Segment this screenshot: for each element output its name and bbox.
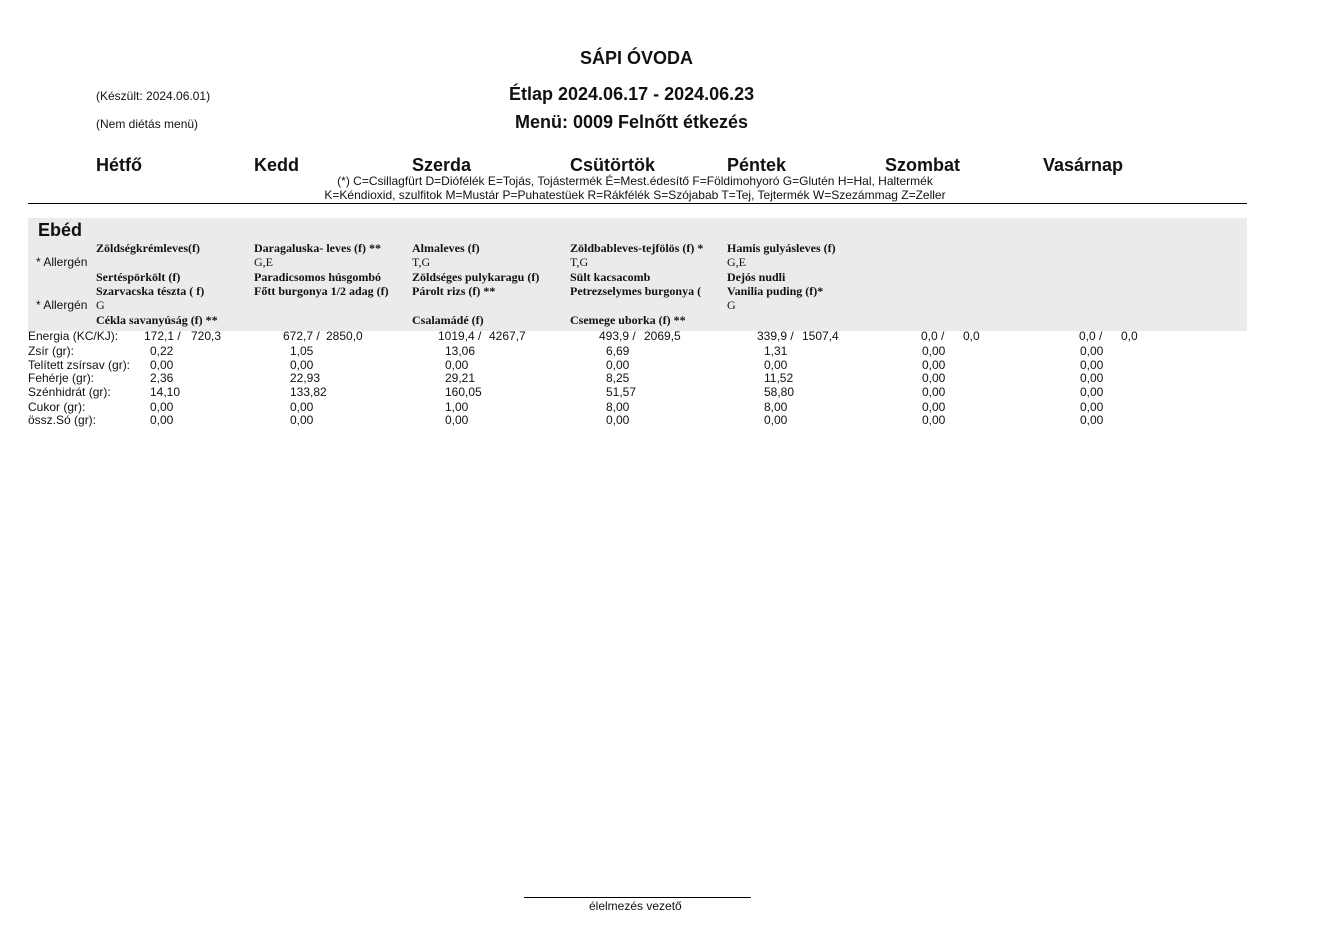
nutrition-value: 1,31: [764, 344, 788, 358]
menu-range: Étlap 2024.06.17 - 2024.06.23: [509, 84, 755, 104]
nutrition-value: 0,00: [1080, 400, 1104, 414]
nutrition-value: 0,00: [606, 358, 630, 372]
energy-kj-friday: 1507,4: [802, 329, 839, 343]
dish-side-main-monday: Szarvacska tészta ( f): [96, 284, 205, 298]
nutrition-value: 0,00: [445, 358, 469, 372]
nutrition-value: 8,00: [764, 400, 788, 414]
day-header-tuesday: Kedd: [254, 155, 299, 175]
allergen-legend-line-2: K=Kéndioxid, szulfitok M=Mustár P=Puhatestüek R=Rákfélék S=Szójabab T=Tej, Tejtermék W=Szezámmag Z=Zeller: [324, 188, 946, 202]
nutrition-value: 160,05: [445, 385, 482, 399]
signature-line: [524, 897, 751, 898]
energy-kc-friday: 339,9 /: [757, 329, 794, 343]
nutrition-value: 0,00: [764, 358, 788, 372]
nutrition-value: 13,06: [445, 344, 476, 358]
nutrition-value: 0,00: [290, 413, 314, 427]
meal-title: Ebéd: [38, 220, 83, 240]
nutrition-value: 0,00: [1080, 413, 1104, 427]
dish-side-main-friday: Vanilia puding (f)*: [727, 284, 824, 298]
main-allergen-friday: G: [727, 298, 736, 312]
dish-extra-monday: Cékla savanyúság (f) **: [96, 313, 218, 327]
nutrition-value: 0,00: [290, 358, 314, 372]
energy-kc-thursday: 493,9 /: [599, 329, 636, 343]
nutrition-value: 0,00: [922, 413, 946, 427]
nutrition-value: 11,52: [764, 371, 794, 385]
energy-kj-monday: 720,3: [191, 329, 222, 343]
dish-side-main-wednesday: Párolt rizs (f) **: [412, 284, 496, 298]
nutrition-value: 1,05: [290, 344, 314, 358]
nutrition-value: 0,00: [922, 358, 946, 372]
energy-kj-wednesday: 4267,7: [489, 329, 526, 343]
dish-soup-thursday: Zöldbableves-tejfölös (f) *: [570, 241, 704, 255]
nutrition-value: 2,36: [150, 371, 174, 385]
energy-kc-monday: 172,1 /: [144, 329, 181, 343]
energy-label: Energia (KC/KJ):: [28, 329, 119, 343]
nutrition-value: 14,10: [150, 385, 181, 399]
allergen-legend-line-1: (*) C=Csillagfürt D=Diófélék E=Tojás, Tojástermék É=Mest.édesítő F=Földimohyoró G=Glutén H=Hal, Haltermék: [337, 174, 933, 188]
dish-main-wednesday: Zöldséges pulykaragu (f): [412, 270, 540, 284]
nutrition-row-label: Telített zsírsav (gr):: [28, 358, 131, 372]
day-header-sunday: Vasárnap: [1043, 155, 1124, 175]
allergen-label: * Allergén: [36, 255, 88, 269]
energy-kc-wednesday: 1019,4 /: [438, 329, 482, 343]
nutrition-value: 58,80: [764, 385, 795, 399]
nutrition-value: 0,00: [922, 385, 946, 399]
nutrition-value: 0,00: [922, 400, 946, 414]
diet-note: (Nem diétás menü): [96, 117, 199, 131]
day-header-thursday: Csütörtök: [570, 155, 655, 175]
created-date: (Készült: 2024.06.01): [96, 89, 211, 103]
nutrition-value: 0,00: [764, 413, 788, 427]
nutrition-row-label: össz.Só (gr):: [28, 413, 97, 427]
nutrition-value: 0,00: [445, 413, 469, 427]
energy-kc-saturday: 0,0 /: [921, 329, 945, 343]
nutrition-value: 0,00: [1080, 358, 1104, 372]
nutrition-value: 0,00: [922, 371, 946, 385]
signature-label: élelmezés vezető: [589, 899, 682, 913]
dish-main-monday: Sertéspörkölt (f): [96, 270, 181, 284]
dish-main-thursday: Sült kacsacomb: [570, 270, 651, 284]
nutrition-value: 0,00: [1080, 344, 1104, 358]
nutrition-value: 0,00: [150, 400, 174, 414]
soup-allergen-thursday: T,G: [570, 255, 589, 269]
day-header-wednesday: Szerda: [412, 155, 472, 175]
main-allergen-monday: G: [96, 298, 105, 312]
nutrition-value: 29,21: [445, 371, 476, 385]
dish-soup-friday: Hamis gulyásleves (f): [727, 241, 836, 255]
nutrition-value: 0,00: [1080, 371, 1104, 385]
dish-extra-thursday: Csemege uborka (f) **: [570, 313, 686, 327]
nutrition-value: 0,00: [290, 400, 314, 414]
nutrition-row-label: Fehérje (gr):: [28, 371, 95, 385]
nutrition-value: 0,00: [922, 344, 946, 358]
dish-main-friday: Dejós nudli: [727, 270, 786, 284]
energy-kj-tuesday: 2850,0: [326, 329, 363, 343]
dish-side-main-thursday: Petrezselymes burgonya (: [570, 284, 702, 298]
menu-name: Menü: 0009 Felnőtt étkezés: [515, 112, 749, 132]
nutrition-value: 133,82: [290, 385, 327, 399]
nutrition-value: 22,93: [290, 371, 321, 385]
soup-allergen-tuesday: G,E: [254, 255, 273, 269]
soup-allergen-friday: G,E: [727, 255, 746, 269]
energy-kj-thursday: 2069,5: [644, 329, 681, 343]
day-header-friday: Péntek: [727, 155, 787, 175]
energy-kj-saturday: 0,0: [963, 329, 980, 343]
energy-kc-tuesday: 672,7 /: [283, 329, 320, 343]
dish-main-tuesday: Paradicsomos húsgombó: [254, 270, 382, 284]
nutrition-value: 51,57: [606, 385, 637, 399]
nutrition-row-label: Cukor (gr):: [28, 400, 86, 414]
nutrition-value: 0,00: [1080, 385, 1104, 399]
energy-kj-sunday: 0,0: [1121, 329, 1138, 343]
nutrition-value: 1,00: [445, 400, 469, 414]
dish-soup-monday: Zöldségkrémleves(f): [96, 241, 200, 255]
school-name: SÁPI ÓVODA: [580, 48, 694, 68]
nutrition-value: 8,00: [606, 400, 630, 414]
energy-kc-sunday: 0,0 /: [1079, 329, 1103, 343]
nutrition-value: 0,22: [150, 344, 174, 358]
day-header-monday: Hétfő: [96, 155, 142, 175]
day-header-saturday: Szombat: [885, 155, 961, 175]
nutrition-row-label: Zsír (gr):: [28, 344, 74, 358]
header-divider: [28, 203, 1247, 204]
dish-side-main-tuesday: Főtt burgonya 1/2 adag (f): [254, 284, 389, 298]
dish-soup-tuesday: Daragaluska- leves (f) **: [254, 241, 381, 255]
allergen-label-2: * Allergén: [36, 298, 88, 312]
nutrition-value: 0,00: [150, 413, 174, 427]
nutrition-value: 0,00: [606, 413, 630, 427]
nutrition-value: 0,00: [150, 358, 174, 372]
nutrition-value: 6,69: [606, 344, 630, 358]
nutrition-row-label: Szénhidrát (gr):: [28, 385, 111, 399]
dish-extra-wednesday: Csalamádé (f): [412, 313, 484, 327]
nutrition-value: 8,25: [606, 371, 630, 385]
dish-soup-wednesday: Almaleves (f): [412, 241, 480, 255]
soup-allergen-wednesday: T,G: [412, 255, 431, 269]
